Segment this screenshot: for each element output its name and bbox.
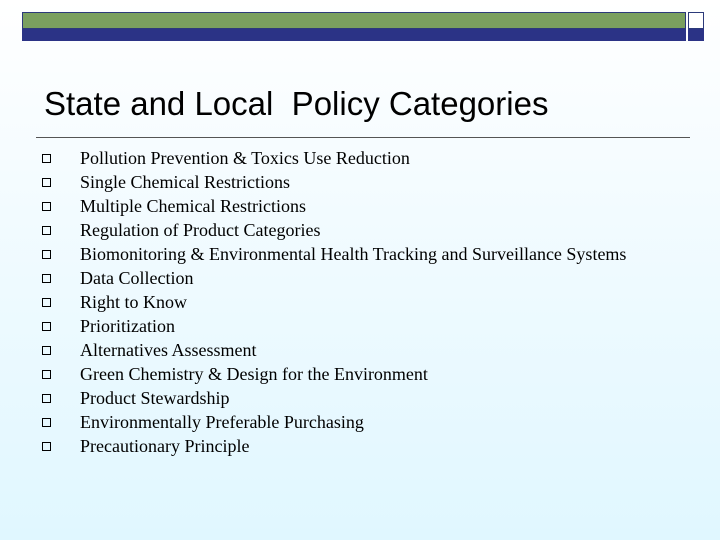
hollow-square-bullet-icon xyxy=(42,442,51,451)
list-item xyxy=(0,194,640,218)
list-item xyxy=(0,410,640,434)
header-bar-navy xyxy=(22,29,686,41)
list-item xyxy=(0,434,640,458)
list-item-text: Alternatives Assessment xyxy=(80,340,257,360)
header-corner-box-top xyxy=(688,12,704,29)
list-item xyxy=(0,146,640,170)
list-item xyxy=(0,170,640,194)
list-item xyxy=(0,266,640,290)
hollow-square-bullet-icon xyxy=(42,322,51,331)
title-divider xyxy=(36,137,690,138)
hollow-square-bullet-icon xyxy=(42,226,51,235)
hollow-square-bullet-icon xyxy=(42,418,51,427)
list-item-text: Precautionary Principle xyxy=(80,436,250,456)
hollow-square-bullet-icon xyxy=(42,154,51,163)
list-item xyxy=(0,242,640,266)
list-item-text: Product Stewardship xyxy=(80,388,230,408)
header-bar-green xyxy=(22,12,686,29)
slide-title: State and Local Policy Categories xyxy=(44,85,549,122)
list-item-text: Environmentally Preferable Purchasing xyxy=(80,412,364,432)
list-item xyxy=(0,218,640,242)
list-item-text: Green Chemistry & Design for the Environment xyxy=(80,364,428,384)
list-item-text: Prioritization xyxy=(80,316,175,336)
list-item-text: Biomonitoring & Environmental Health Tracking and Surveillance Systems xyxy=(80,244,627,264)
hollow-square-bullet-icon xyxy=(42,346,51,355)
hollow-square-bullet-icon xyxy=(42,178,51,187)
hollow-square-bullet-icon xyxy=(42,202,51,211)
list-item xyxy=(0,338,640,362)
list-item xyxy=(0,362,640,386)
list-item-text: Single Chemical Restrictions xyxy=(80,172,290,192)
hollow-square-bullet-icon xyxy=(42,298,51,307)
list-item xyxy=(0,314,640,338)
list-item-text: Regulation of Product Categories xyxy=(80,220,321,240)
list-item-text: Right to Know xyxy=(80,292,188,312)
list-item-text: Pollution Prevention & Toxics Use Reduction xyxy=(80,148,410,168)
policy-category-list xyxy=(0,146,720,458)
list-item xyxy=(0,386,640,410)
header-corner-box-bottom xyxy=(688,29,704,41)
hollow-square-bullet-icon xyxy=(42,370,51,379)
list-item-text: Data Collection xyxy=(80,268,194,288)
list-item xyxy=(0,290,640,314)
list-item-text: Multiple Chemical Restrictions xyxy=(80,196,306,216)
hollow-square-bullet-icon xyxy=(42,250,51,259)
hollow-square-bullet-icon xyxy=(42,274,51,283)
hollow-square-bullet-icon xyxy=(42,394,51,403)
